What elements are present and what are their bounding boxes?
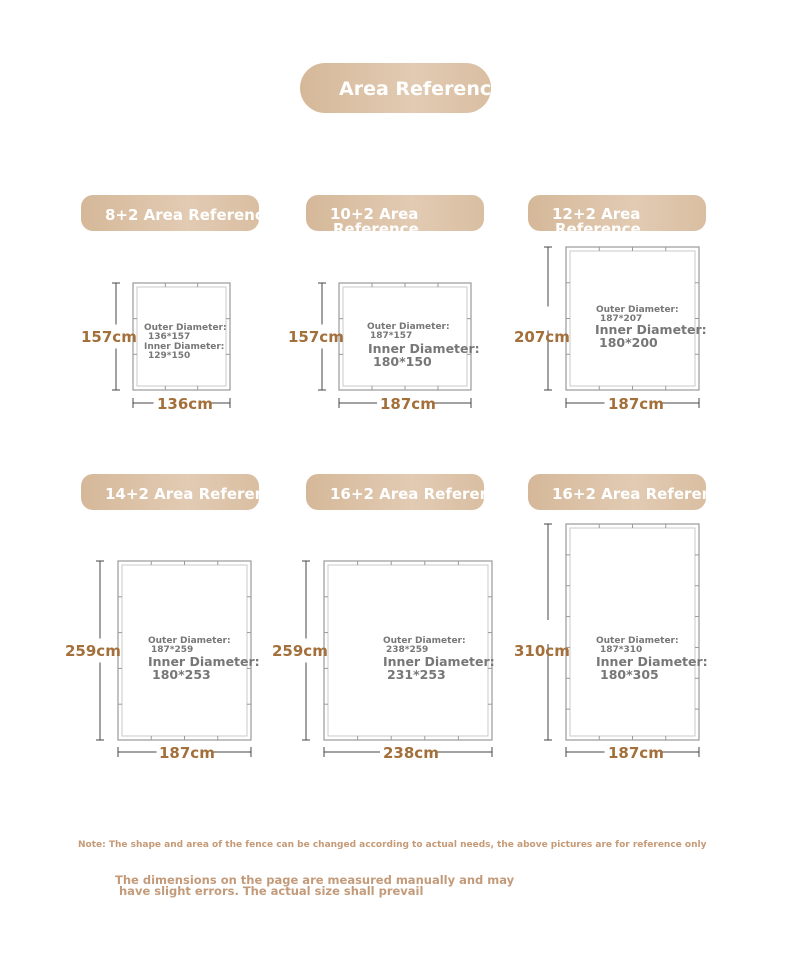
width-dimension-label: 187cm <box>159 744 215 762</box>
width-dimension-label: 187cm <box>380 395 436 413</box>
outer-diameter-value: 187*207 <box>600 314 643 324</box>
width-dimension-label: 238cm <box>383 744 439 762</box>
card-title: 8+2 Area Reference <box>105 206 274 224</box>
outer-diameter-label: Outer Diameter: <box>148 636 231 646</box>
outer-diameter-value: 238*259 <box>386 645 429 655</box>
card-title-line-1: 10+2 Area <box>330 205 419 223</box>
height-dimension-label: 207cm <box>514 328 570 346</box>
height-dimension-label: 157cm <box>288 328 344 346</box>
inner-diameter-value: 129*150 <box>148 351 191 361</box>
inner-diameter-value: 180*150 <box>373 354 432 369</box>
fence-outer-frame <box>566 524 699 740</box>
card-title: 16+2 Area Reference <box>552 485 732 503</box>
inner-diameter-value: 180*200 <box>599 335 658 350</box>
disclaimer-line-2: have slight errors. The actual size shall prevail <box>119 884 424 898</box>
width-dimension-label: 187cm <box>608 395 664 413</box>
fence-inner-frame <box>570 528 695 736</box>
inner-diameter-label: Inner Diameter: <box>596 654 708 669</box>
inner-diameter-label: Inner Diameter: <box>383 654 495 669</box>
outer-diameter-value: 187*310 <box>600 645 643 655</box>
width-dimension-label: 187cm <box>608 744 664 762</box>
outer-diameter-value: 187*157 <box>370 331 413 341</box>
note-text: Note: The shape and area of the fence can be changed according to actual needs, the above pictures are for reference only <box>78 840 707 850</box>
width-dimension-label: 136cm <box>157 395 213 413</box>
inner-diameter-value: 231*253 <box>387 667 446 682</box>
outer-diameter-label: Outer Diameter: <box>596 305 679 315</box>
inner-diameter-label: Inner Diameter: <box>148 654 260 669</box>
height-dimension-label: 259cm <box>272 642 328 660</box>
outer-diameter-value: 187*259 <box>151 645 194 655</box>
disclaimer-line-1: The dimensions on the page are measured manually and may <box>115 873 515 887</box>
outer-diameter-label: Outer Diameter: <box>367 322 450 332</box>
height-dimension-label: 310cm <box>514 642 570 660</box>
card-title: 16+2 Area Reference <box>330 485 510 503</box>
inner-diameter-label: Inner Diameter: <box>368 341 480 356</box>
inner-diameter-value: 180*253 <box>152 667 211 682</box>
inner-diameter-value: 180*305 <box>600 667 659 682</box>
card-title-line-1: 12+2 Area <box>552 205 641 223</box>
page-title: Area Reference <box>339 78 504 100</box>
height-dimension-label: 259cm <box>65 642 121 660</box>
outer-diameter-label: Outer Diameter: <box>596 636 679 646</box>
height-dimension-label: 157cm <box>81 328 137 346</box>
card-title: 14+2 Area Reference <box>105 485 285 503</box>
outer-diameter-value: 136*157 <box>148 332 191 342</box>
card-title-line-2: Reference <box>555 220 641 238</box>
inner-diameter-label: Inner Diameter: <box>595 322 707 337</box>
outer-diameter-label: Outer Diameter: <box>383 636 466 646</box>
inner-diameter-label: Inner Diameter: <box>144 342 225 352</box>
outer-diameter-label: Outer Diameter: <box>144 323 227 333</box>
card-title-line-2: Reference <box>333 220 419 238</box>
